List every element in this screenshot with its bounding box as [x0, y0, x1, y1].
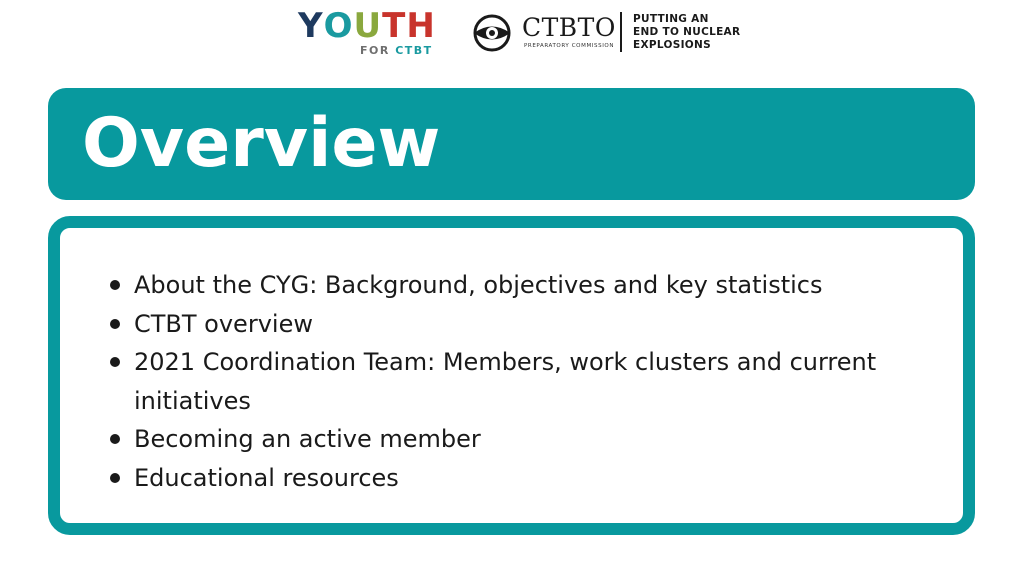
slide-title: Overview — [82, 104, 441, 183]
logo-divider — [620, 12, 622, 52]
agenda-box — [48, 216, 975, 535]
tagline-line: PUTTING AN — [633, 13, 709, 25]
agenda-item: About the CYG: Background, objectives and key statistics — [108, 266, 948, 305]
agenda-item: CTBT overview — [108, 305, 948, 344]
youth-for-ctbt-logo — [298, 8, 440, 58]
agenda-item: Becoming an active member — [108, 420, 948, 459]
ctbto-subtitle: PREPARATORY COMMISSION — [524, 43, 615, 49]
logo-letter: T — [382, 6, 407, 46]
agenda-list — [108, 266, 948, 497]
logo-letter: O — [323, 6, 354, 46]
tagline-line: END TO NUCLEAR — [633, 26, 741, 38]
title-banner — [48, 88, 975, 200]
ctbto-eye-icon — [470, 14, 514, 52]
tagline-line: EXPLOSIONS — [633, 39, 711, 51]
agenda-item: Educational resources — [108, 459, 948, 498]
ctbto-logo — [470, 12, 740, 56]
agenda-item: 2021 Coordination Team: Members, work clusters and current initiatives — [108, 343, 948, 420]
logo-letter: H — [406, 6, 436, 46]
youth-for-text: FOR — [360, 44, 390, 57]
youth-ctbt-text: CTBT — [395, 44, 433, 57]
ctbto-tagline — [633, 13, 740, 52]
youth-wordmark — [298, 8, 436, 44]
logo-letter: Y — [298, 6, 324, 46]
ctbto-name: CTBTO — [522, 13, 616, 42]
logo-letter: U — [353, 6, 383, 46]
youth-subtitle — [360, 44, 433, 57]
